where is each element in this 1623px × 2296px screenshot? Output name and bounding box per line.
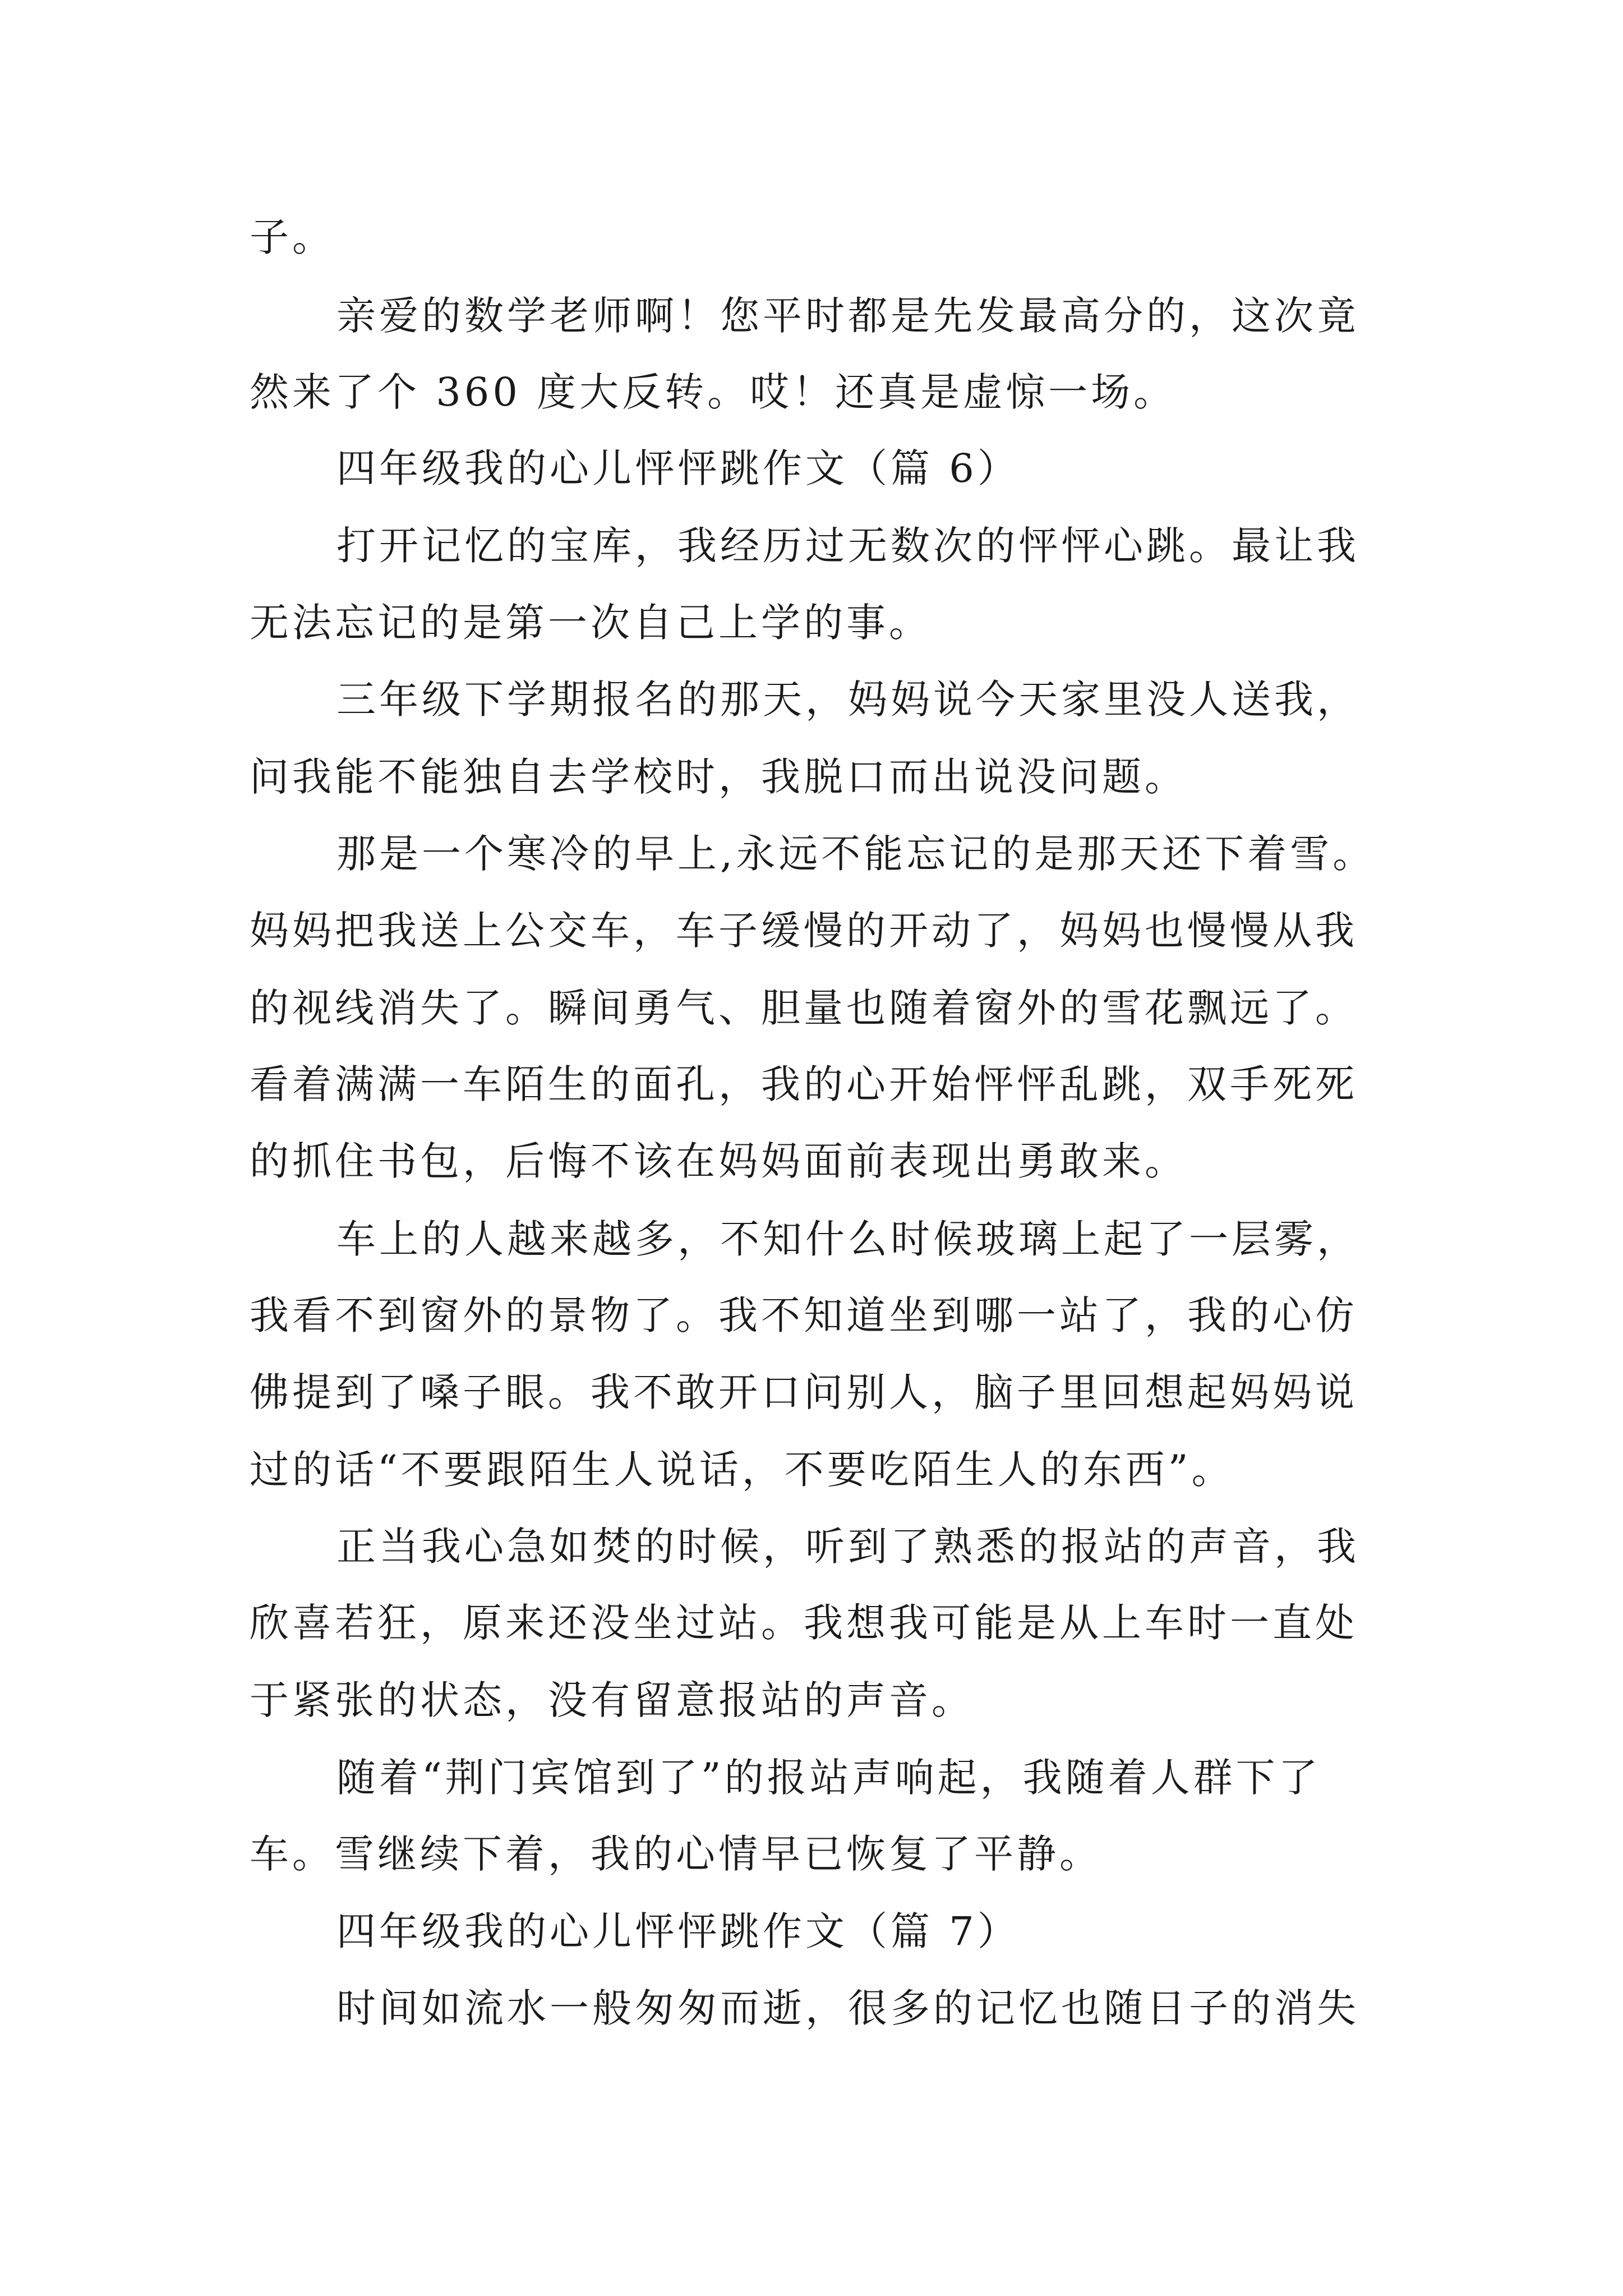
paragraph-line: 的抓住书包，后悔不该在妈妈面前表现出勇敢来。 — [250, 1138, 1187, 1184]
paragraph-line: 车。雪继续下着，我的心情早已恢复了平静。 — [250, 1831, 1102, 1877]
paragraph-line: 三年级下学期报名的那天，妈妈说今天家里没人送我， — [336, 677, 1359, 723]
paragraph-line: 妈妈把我送上公交车，车子缓慢的开动了，妈妈也慢慢从我 — [250, 908, 1358, 954]
paragraph-line: 亲爱的数学老师啊！您平时都是先发最高分的，这次竟 — [336, 293, 1359, 339]
section-heading: 四年级我的心儿怦怦跳作文（篇 7） — [336, 1908, 1020, 1954]
paragraph-line: 车上的人越来越多，不知什么时候玻璃上起了一层雾， — [336, 1216, 1359, 1262]
paragraph-line: 问我能不能独自去学校时，我脱口而出说没问题。 — [250, 754, 1187, 800]
paragraph-line: 我看不到窗外的景物了。我不知道坐到哪一站了，我的心仿 — [250, 1292, 1358, 1338]
paragraph-line: 子。 — [250, 214, 335, 260]
paragraph-line: 欣喜若狂，原来还没坐过站。我想我可能是从上车时一直处 — [250, 1600, 1358, 1646]
paragraph-line: 过的话“不要跟陌生人说话，不要吃陌生人的东西”。 — [250, 1447, 1234, 1493]
section-heading: 四年级我的心儿怦怦跳作文（篇 6） — [336, 445, 1020, 491]
paragraph-line: 正当我心急如焚的时候，听到了熟悉的报站的声音，我 — [336, 1524, 1359, 1570]
paragraph-line: 打开记忆的宝库，我经历过无数次的怦怦心跳。最让我 — [336, 523, 1359, 569]
paragraph-line: 随着“荆门宾馆到了”的报站声响起，我随着人群下了 — [336, 1755, 1321, 1801]
paragraph-line: 无法忘记的是第一次自己上学的事。 — [250, 600, 932, 646]
paragraph-line: 的视线消失了。瞬间勇气、胆量也随着窗外的雪花飘远了。 — [250, 985, 1358, 1031]
paragraph-line: 那是一个寒冷的早上,永远不能忘记的是那天还下着雪。 — [336, 831, 1376, 877]
paragraph-line: 看着满满一车陌生的面孔，我的心开始怦怦乱跳，双手死死 — [250, 1061, 1358, 1107]
paragraph-line: 佛提到了嗓子眼。我不敢开口问别人，脑子里回想起妈妈说 — [250, 1369, 1358, 1415]
paragraph-line: 于紧张的状态，没有留意报站的声音。 — [250, 1677, 974, 1723]
paragraph-line: 时间如流水一般匆匆而逝，很多的记忆也随日子的消失 — [336, 1985, 1359, 2031]
paragraph-line: 然来了个 360 度大反转。哎！还真是虚惊一场。 — [250, 369, 1177, 415]
